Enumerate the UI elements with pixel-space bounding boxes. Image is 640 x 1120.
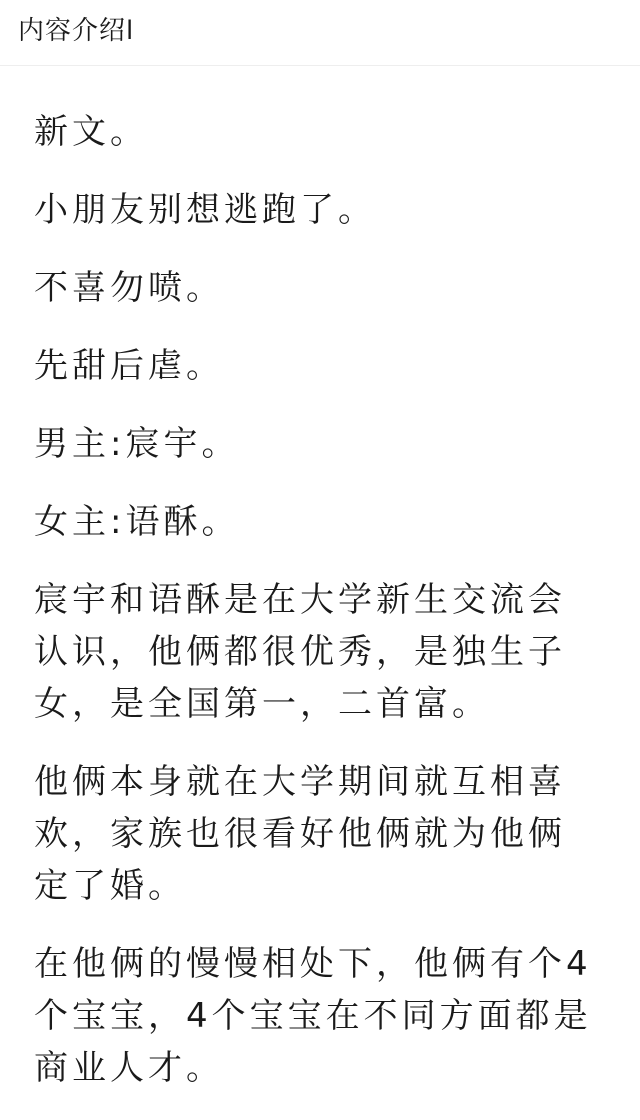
paragraph-new-story: 新文。 — [34, 112, 148, 152]
paragraph-meeting: 宸宇和语酥是在大学新生交流会认识，他俩都很优秀，是独生子女，是全国第一，二首富。 — [34, 580, 566, 724]
paragraph-female-lead: 女主:语酥。 — [34, 502, 240, 542]
page-title: 内容介绍l — [18, 16, 135, 46]
paragraph-male-lead: 男主:宸宇。 — [34, 424, 240, 464]
article-body — [34, 106, 594, 1120]
paragraph-tagline: 小朋友别想逃跑了。 — [34, 190, 376, 230]
paragraph-genre: 先甜后虐。 — [34, 346, 224, 386]
paragraph-engagement: 他俩本身就在大学期间就互相喜欢，家族也很看好他俩就为他俩定了婚。 — [34, 762, 566, 906]
paragraph-children: 在他俩的慢慢相处下，他俩有个4个宝宝，4个宝宝在不同方面都是商业人才。 — [34, 944, 592, 1088]
paragraph-disclaimer: 不喜勿喷。 — [34, 268, 224, 308]
page-header — [0, 0, 640, 66]
